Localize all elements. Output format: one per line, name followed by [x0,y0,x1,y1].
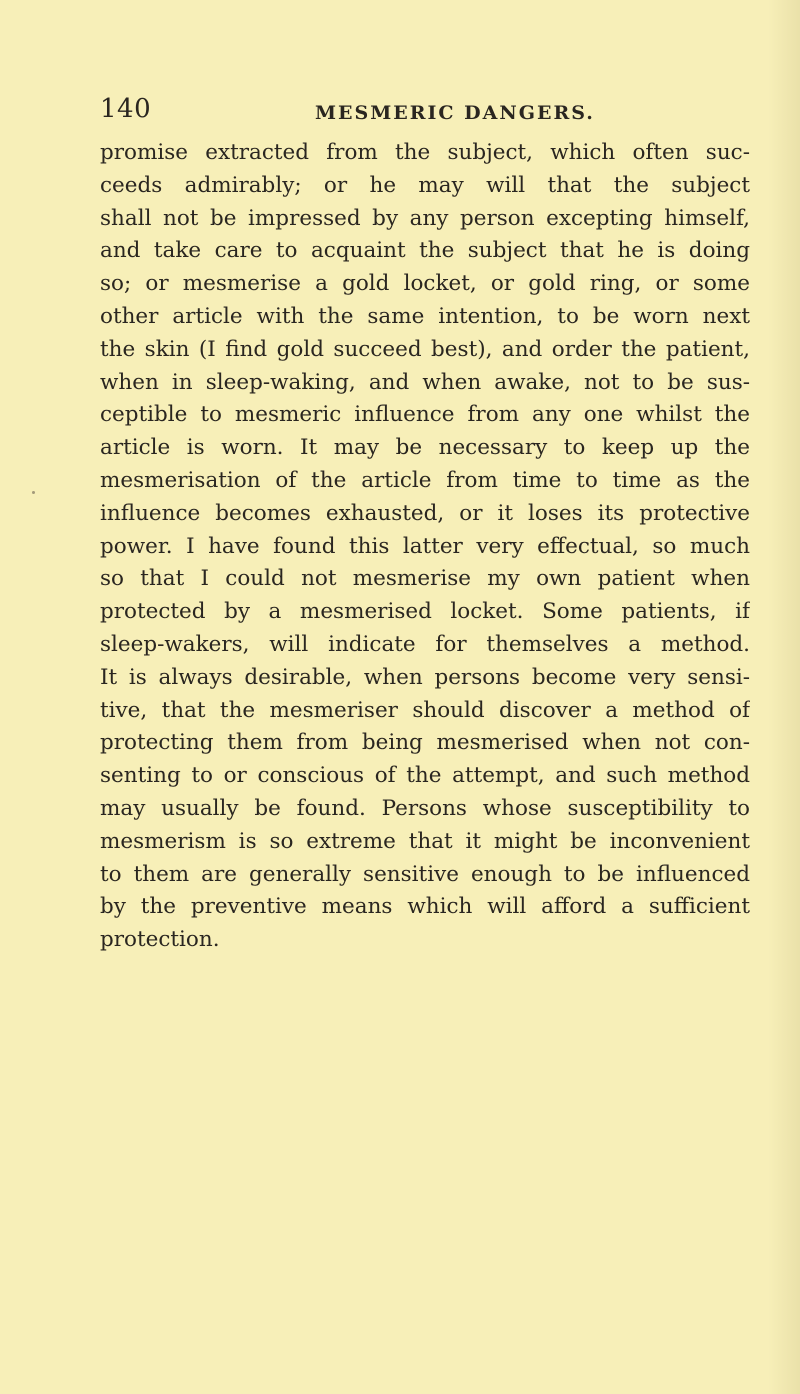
text-line: the skin (I find gold succeed best), and order the patient, [100,336,750,362]
text-line: so that I could not mesmerise my own patient when [100,566,750,592]
text-line: power. I have found this latter very effectual, so much [100,533,750,559]
text-line: when in sleep-waking, and when awake, not to be sus- [100,369,750,395]
text-line: to them are generally sensitive enough to be influenced [100,861,750,887]
body-paragraph [100,137,750,957]
text-line: ceeds admirably; or he may will that the subject [100,172,750,198]
text-line: may usually be found. Persons whose susceptibility to [100,795,750,821]
text-line: mesmerism is so extreme that it might be inconvenient [100,828,750,854]
page-header [100,94,750,130]
text-line: and take care to acquaint the subject that he is doing [100,238,750,264]
text-line: shall not be impressed by any person excepting himself, [100,205,750,231]
text-line: sleep-wakers, will indicate for themselves a method. [100,631,750,657]
text-line: senting to or conscious of the attempt, and such method [100,763,750,789]
text-line: protecting them from being mesmerised when not con- [100,730,750,756]
running-title: MESMERIC DANGERS. [315,102,595,124]
paper-speck [32,491,35,494]
text-line: so; or mesmerise a gold locket, or gold ring, or some [100,271,750,297]
page-number: 140 [100,94,152,124]
text-line: protected by a mesmerised locket. Some patients, if [100,599,750,625]
text-line: other article with the same intention, to be worn next [100,303,750,329]
text-line: influence becomes exhausted, or it loses its protective [100,500,750,526]
text-line: mesmerisation of the article from time to time as the [100,467,750,493]
text-line: tive, that the mesmeriser should discover a method of [100,697,750,723]
text-line: by the preventive means which will afford a sufficient [100,894,750,920]
text-line: protection. [100,927,220,953]
text-line: article is worn. It may be necessary to keep up the [100,435,750,461]
text-line: promise extracted from the subject, which often suc- [100,140,750,165]
text-line: It is always desirable, when persons become very sensi- [100,664,750,690]
text-line: ceptible to mesmeric influence from any one whilst the [100,402,750,428]
